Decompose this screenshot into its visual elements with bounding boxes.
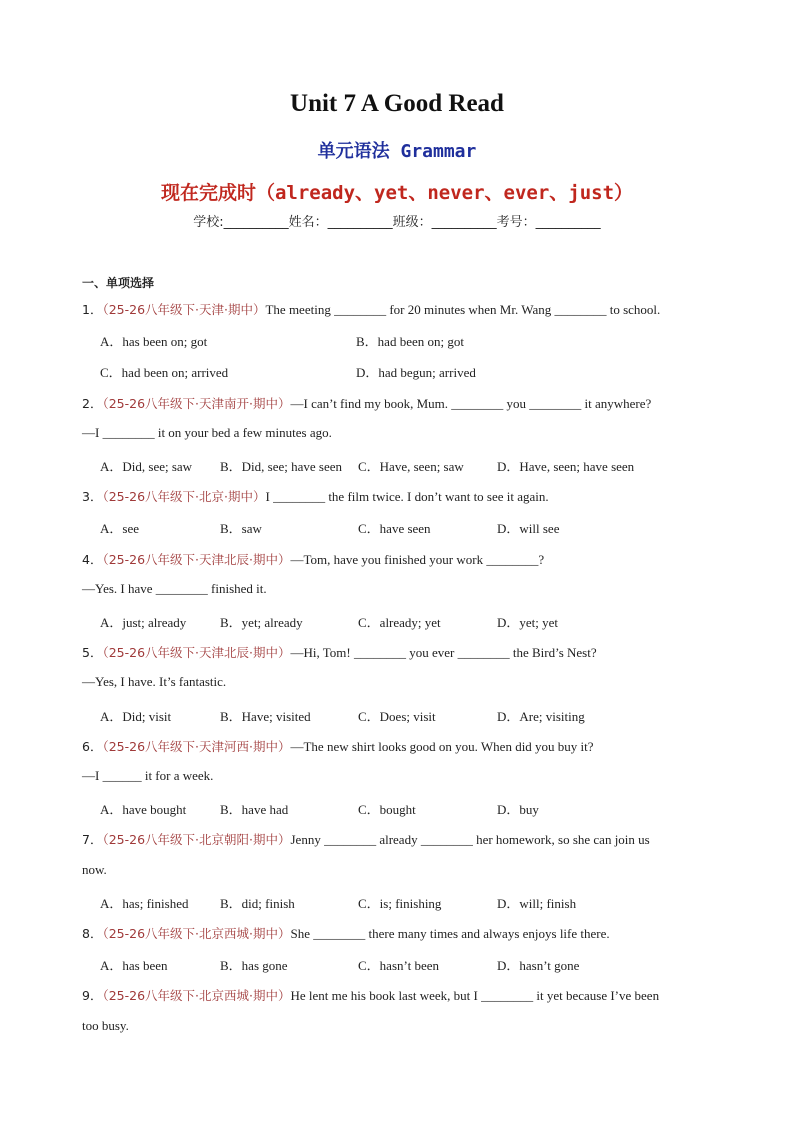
- question-number: 5．: [82, 645, 103, 661]
- option-D[interactable]: D．will; finish: [497, 895, 577, 911]
- question-8-options: [100, 955, 740, 973]
- question-6-options: [100, 799, 740, 817]
- question-text: —Hi, Tom! ________ you ever ________ the Bird’s Nest?: [290, 645, 597, 661]
- grammar-topic: 现在完成时（already、yet、never、ever、just）: [160, 182, 634, 204]
- page-title: Unit 7 A Good Read: [290, 90, 504, 117]
- question-5-line-2: [82, 674, 722, 690]
- question-2-line-2: [82, 425, 722, 441]
- option-D[interactable]: D．hasn’t gone: [497, 958, 580, 974]
- option-C[interactable]: C．bought: [358, 802, 416, 818]
- question-text: —Yes. I have ________ finished it.: [82, 580, 267, 596]
- question-source: （25-26八年级下·北京西城·期中）: [102, 988, 291, 1004]
- question-source: （25-26八年级下·北京·期中）: [102, 489, 266, 505]
- question-number: 4．: [82, 551, 103, 567]
- question-source: （25-26八年级下·北京西城·期中）: [102, 926, 291, 941]
- question-5-options: [100, 706, 740, 724]
- option-A[interactable]: A．have bought: [100, 802, 187, 818]
- option-C[interactable]: C．Does; visit: [358, 708, 436, 724]
- question-5-line-1: [82, 643, 722, 661]
- question-1-line-1: [82, 300, 722, 318]
- option-C[interactable]: C．already; yet: [358, 615, 441, 630]
- question-number: 7．: [82, 832, 103, 848]
- question-source: （25-26八年级下·北京朝阳·期中）: [102, 832, 291, 848]
- option-B[interactable]: B．have had: [220, 802, 289, 818]
- option-D[interactable]: D．Have, seen; have seen: [497, 459, 635, 474]
- question-source: （25-26八年级下·天津河西·期中）: [102, 738, 291, 754]
- question-source: （25-26八年级下·天津北辰·期中）: [102, 551, 291, 567]
- option-A[interactable]: A．Did, see; saw: [100, 459, 193, 474]
- question-7-line-1: [82, 830, 722, 848]
- subtitle-en: Grammar: [400, 141, 477, 162]
- question-text: too busy.: [82, 1017, 129, 1033]
- question-9-line-1: [82, 986, 722, 1004]
- question-4-options: [100, 612, 740, 630]
- option-B[interactable]: B．has gone: [220, 958, 288, 974]
- option-B[interactable]: B．saw: [220, 521, 262, 537]
- question-7-options: [100, 893, 740, 911]
- option-A[interactable]: A．has been: [100, 958, 168, 974]
- option-B[interactable]: B．had been on; got: [356, 334, 464, 350]
- question-4-line-2: [82, 581, 722, 597]
- question-number: 2．: [82, 395, 103, 411]
- option-D[interactable]: D．yet; yet: [497, 615, 559, 630]
- option-B[interactable]: B．Did, see; have seen: [220, 459, 343, 474]
- question-number: 3．: [82, 489, 103, 505]
- option-A[interactable]: A．has; finished: [100, 895, 189, 911]
- subtitle-zh: 单元语法: [317, 141, 390, 162]
- question-3-options: [100, 518, 740, 536]
- question-text: —Yes, I have. It’s fantastic.: [82, 674, 227, 690]
- option-B[interactable]: B．yet; already: [220, 615, 303, 630]
- question-4-line-1: [82, 550, 722, 568]
- question-2-line-1: [82, 394, 722, 412]
- option-D[interactable]: D．had begun; arrived: [356, 365, 476, 381]
- question-text: Jenny ________ already ________ her homework, so she can join us: [290, 832, 650, 848]
- option-D[interactable]: D．Are; visiting: [497, 708, 585, 724]
- option-D[interactable]: D．buy: [497, 802, 539, 818]
- question-source: （25-26八年级下·天津南开·期中）: [102, 395, 291, 411]
- option-B[interactable]: B．Have; visited: [220, 708, 311, 724]
- question-8-line-1: [82, 924, 722, 942]
- question-9-line-2: [82, 1018, 722, 1034]
- option-C[interactable]: C．Have, seen; saw: [358, 459, 464, 474]
- question-6-line-2: [82, 768, 722, 784]
- question-source: （25-26八年级下·天津北辰·期中）: [102, 645, 291, 661]
- question-source: （25-26八年级下·天津·期中）: [102, 302, 266, 317]
- subtitle: [0, 137, 794, 163]
- question-number: 8．: [82, 926, 103, 941]
- question-6-line-1: [82, 737, 722, 755]
- question-text: —I ________ it on your bed a few minutes ago.: [82, 424, 332, 440]
- option-A[interactable]: A．has been on; got: [100, 334, 208, 350]
- question-3-line-1: [82, 487, 722, 505]
- option-C[interactable]: C．have seen: [358, 521, 431, 537]
- question-7-line-2: [82, 862, 722, 878]
- question-number: 9．: [82, 988, 103, 1004]
- question-text: He lent me his book last week, but I ________ it yet because I’ve been: [290, 988, 660, 1004]
- question-2-options: [100, 456, 740, 474]
- question-text: now.: [82, 861, 107, 877]
- option-D[interactable]: D．will see: [497, 521, 560, 537]
- question-text: She ________ there many times and always enjoys life there.: [290, 926, 610, 941]
- question-text: —The new shirt looks good on you. When did you buy it?: [290, 738, 594, 754]
- student-info-line: 学校:__________姓名：__________班级：__________考号：__________: [193, 215, 601, 230]
- option-B[interactable]: B．did; finish: [220, 895, 295, 911]
- option-C[interactable]: C．is; finishing: [358, 895, 442, 911]
- question-1-options: [100, 362, 740, 380]
- question-text: —I can’t find my book, Mum. ________ you ________ it anywhere?: [290, 395, 652, 411]
- question-number: 1．: [82, 302, 103, 317]
- question-text: I ________ the film twice. I don’t want to see it again.: [265, 489, 549, 505]
- question-text: —I ______ it for a week.: [82, 768, 214, 783]
- section-heading: 一、单项选择: [82, 276, 155, 290]
- option-C[interactable]: C．hasn’t been: [358, 958, 439, 974]
- question-text: The meeting ________ for 20 minutes when Mr. Wang ________ to school.: [265, 302, 661, 317]
- option-A[interactable]: A．see: [100, 521, 139, 537]
- question-text: —Tom, have you finished your work ________?: [290, 551, 545, 567]
- option-C[interactable]: C．had been on; arrived: [100, 365, 229, 381]
- question-number: 6．: [82, 738, 103, 754]
- option-A[interactable]: A．Did; visit: [100, 708, 172, 724]
- question-1-options: [100, 331, 740, 349]
- option-A[interactable]: A．just; already: [100, 615, 187, 630]
